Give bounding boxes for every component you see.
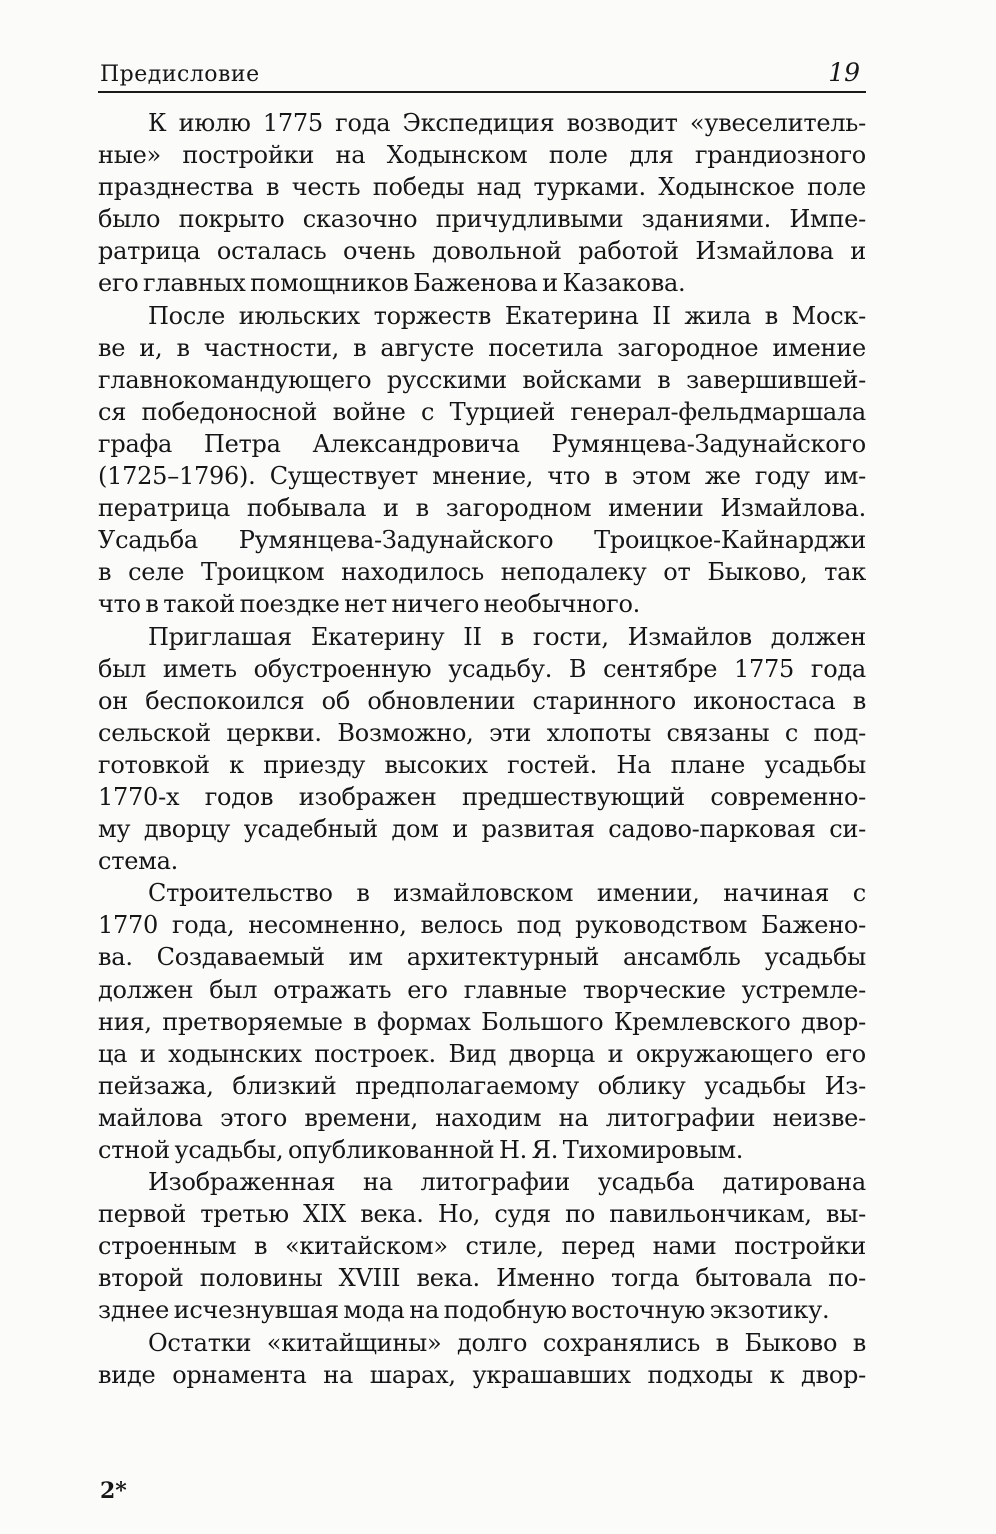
text-line: его главных помощников Баженова и Казакова.: [98, 269, 686, 298]
text-line: он беспокоился об обновлении старинного иконостаса в: [98, 686, 866, 715]
text-line: ния, претворяемые в формах Большого Кремлевского двор-: [98, 1007, 866, 1036]
text-line: графа Петра Александровича Румянцева-Задунайского: [98, 429, 866, 458]
text-line: ные» постройки на Ходынском поле для грандиозного: [98, 141, 866, 170]
body-text: [98, 107, 866, 1391]
text-line: Приглашая Екатерину II в гости, Измайлов должен: [148, 622, 866, 651]
text-line: зднее исчезнувшая мода на подобную восточную экзотику.: [98, 1296, 830, 1325]
text-line: ве и, в частности, в августе посетила загородное имение: [98, 333, 866, 362]
text-line: готовкой к приезду высоких гостей. На плане усадьбы: [98, 750, 866, 779]
paragraph: [98, 1166, 866, 1326]
text-line: что в такой поездке нет ничего необычного.: [98, 590, 641, 619]
text-line: После июльских торжеств Екатерина II жила в Моск-: [148, 301, 866, 330]
text-line: 1770-х годов изображен предшествующий современно-: [98, 782, 866, 811]
text-line: виде орнамента на шарах, украшавших подходы к двор-: [98, 1360, 866, 1389]
page-number: 19: [828, 58, 860, 87]
text-line: ва. Создаваемый им архитектурный ансамбль усадьбы: [98, 943, 866, 972]
text-line: Остатки «китайщины» долго сохранялись в Быково в: [148, 1328, 866, 1357]
text-line: ратрица осталась очень довольной работой Измайлова и: [98, 237, 866, 266]
text-line: Изображенная на литографии усадьба датирована: [148, 1168, 866, 1197]
printer-signature: 2*: [100, 1478, 127, 1504]
text-line: К июлю 1775 года Экспедиция возводит «увеселитель-: [148, 109, 866, 137]
text-line: празднества в честь победы над турками. Ходынское поле: [98, 173, 866, 202]
paragraph: [98, 1327, 866, 1391]
text-line: Усадьба Румянцева-Задунайского Троицкое-Кайнарджи: [98, 526, 866, 555]
paragraph: [98, 877, 866, 1166]
text-line: был иметь обустроенную усадьбу. В сентябре 1775 года: [98, 654, 866, 683]
running-title: Предисловие: [100, 62, 260, 87]
text-line: му дворцу усадебный дом и развитая садово-парковая си-: [98, 815, 866, 844]
paragraph: [98, 621, 866, 878]
text-line: майлова этого времени, находим на литографии неизве-: [98, 1103, 866, 1132]
running-header: [98, 58, 866, 93]
text-line: первой третью XIX века. Но, судя по павильончикам, вы-: [98, 1200, 866, 1229]
text-line: главнокомандующего русскими войсками в завершившей-: [98, 365, 866, 394]
text-line: Строительство в измайловском имении, начиная с: [148, 879, 866, 908]
text-line: было покрыто сказочно причудливыми зданиями. Импе-: [98, 205, 866, 234]
text-line: ца и ходынских построек. Вид дворца и окружающего его: [98, 1039, 866, 1068]
text-line: сельской церкви. Возможно, эти хлопоты связаны с под-: [98, 718, 866, 747]
text-line: пейзажа, близкий предполагаемому облику усадьбы Из-: [98, 1071, 866, 1100]
paragraph: [98, 300, 866, 621]
text-line: в селе Троицком находилось неподалеку от Быково, так: [98, 558, 866, 587]
text-line: ператрица побывала и в загородном имении Измайлова.: [98, 494, 866, 523]
text-line: стема.: [98, 847, 179, 876]
text-line: второй половины XVIII века. Именно тогда бытовала по-: [98, 1264, 866, 1293]
text-line: стной усадьбы, опубликованной Н. Я. Тихомировым.: [98, 1136, 744, 1164]
paragraph: [98, 107, 866, 300]
text-line: должен был отражать его главные творческие устремле-: [98, 975, 866, 1004]
book-page: [98, 58, 866, 1391]
text-line: 1770 года, несомненно, велось под руководством Бажено-: [98, 911, 866, 940]
text-line: строенным в «китайском» стиле, перед нами постройки: [98, 1232, 866, 1261]
text-line: (1725–1796). Существует мнение, что в этом же году им-: [98, 462, 866, 491]
text-line: ся победоносной войне с Турцией генерал-фельдмаршала: [98, 397, 866, 426]
